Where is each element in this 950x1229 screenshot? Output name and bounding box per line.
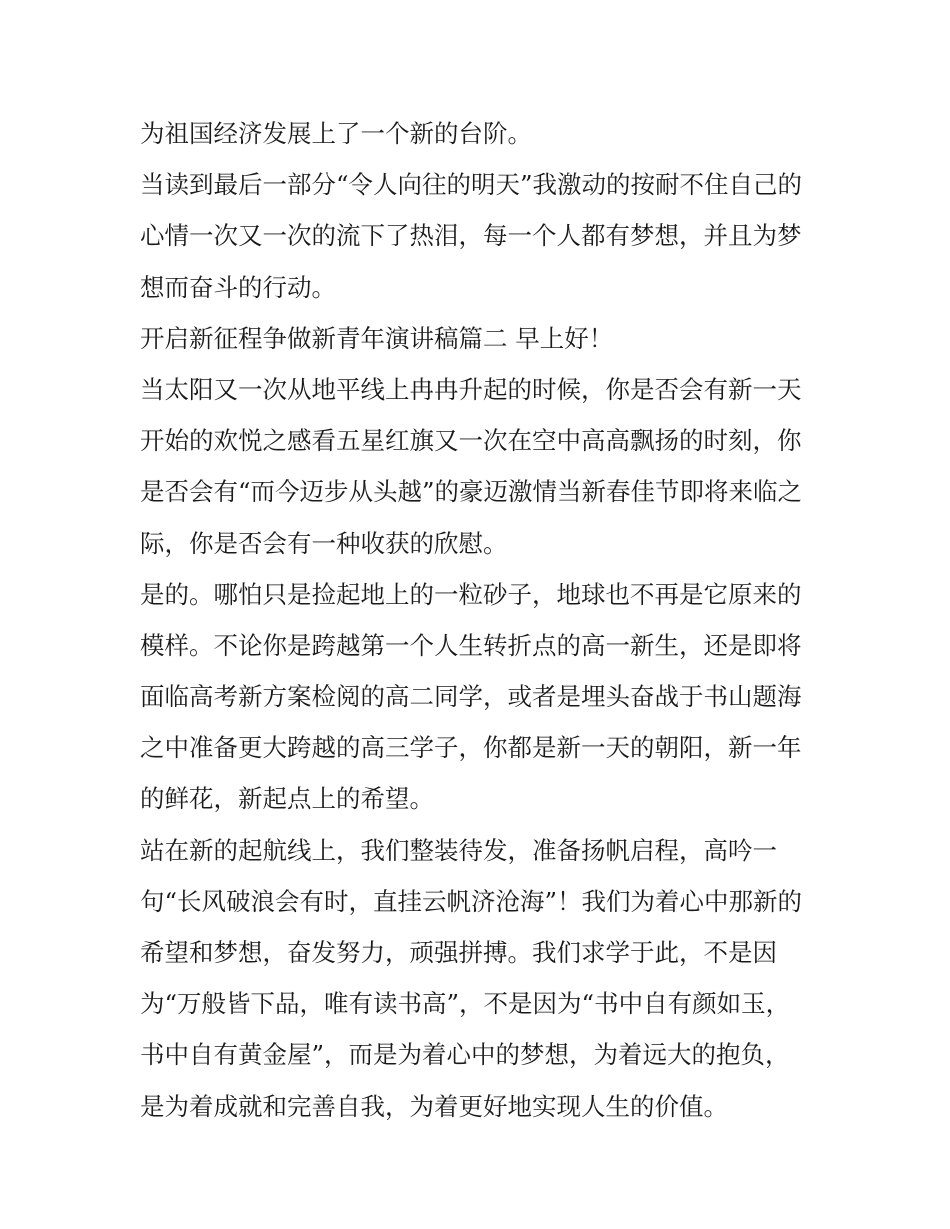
text-line: 的鲜花，新起点上的希望。: [140, 784, 434, 814]
text-line: 是为着成就和完善自我，为着更好地实现人生的价值。: [140, 1091, 728, 1121]
text-line: 当读到最后一部分“令人向往的明天”我激动的按耐不住自己的: [140, 170, 803, 200]
section-heading-line: 开启新征程争做新青年演讲稿篇二 早上好！: [140, 323, 614, 353]
text-line: 面临高考新方案检阅的高二同学，或者是埋头奋战于书山题海: [140, 682, 802, 712]
text-line: 是否会有“而今迈步从头越”的豪迈激情当新春佳节即将来临之: [140, 477, 803, 507]
text-line: 站在新的起航线上，我们整装待发，准备扬帆启程，高吟一: [140, 835, 777, 865]
text-line: 开始的欢悦之感看五星红旗又一次在空中高高飘扬的时刻，你: [140, 426, 802, 456]
text-line: 书中自有黄金屋”，而是为着心中的梦想，为着远大的抱负，: [140, 1040, 790, 1070]
text-line: 是的。哪怕只是捡起地上的一粒砂子，地球也不再是它原来的: [140, 579, 802, 609]
text-line: 之中准备更大跨越的高三学子，你都是新一天的朝阳，新一年: [140, 733, 802, 763]
text-line: 想而奋斗的行动。: [140, 272, 336, 302]
text-line: 句“长风破浪会有时，直挂云帆济沧海”！我们为着心中那新的: [140, 886, 803, 916]
text-line: 为“万般皆下品，唯有读书高”，不是因为“书中自有颜如玉，: [140, 989, 791, 1019]
text-line: 模样。不论你是跨越第一个人生转折点的高一新生，还是即将: [140, 630, 802, 660]
text-line: 为祖国经济发展上了一个新的台阶。: [140, 119, 532, 148]
text-line: 当太阳又一次从地平线上冉冉升起的时候，你是否会有新一天: [140, 374, 802, 404]
text-line: 心情一次又一次的流下了热泪，每一个人都有梦想，并且为梦: [140, 221, 802, 251]
text-line: 际，你是否会有一种收获的欣慰。: [140, 528, 508, 558]
text-line: 希望和梦想，奋发努力，顽强拼搏。我们求学于此，不是因: [140, 938, 777, 967]
document-body: [140, 108, 820, 1132]
